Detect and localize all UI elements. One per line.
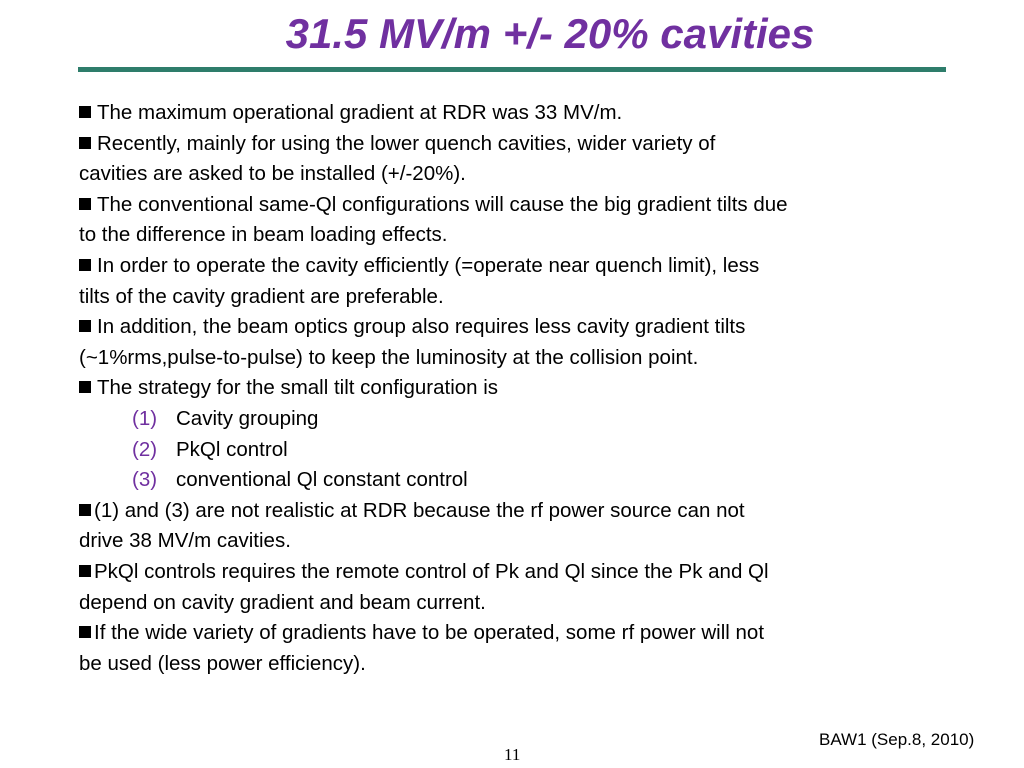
slide-body: [79, 98, 989, 679]
square-bullet-icon: [79, 381, 91, 393]
bullet-item: The strategy for the small tilt configuration is: [79, 373, 989, 404]
note-item: (1) and (3) are not realistic at RDR because the rf power source can not drive 38 MV/m cavities.: [79, 498, 745, 553]
title-divider: [78, 67, 946, 72]
footer-text: BAW1 (Sep.8, 2010): [819, 730, 975, 749]
square-bullet-icon: [79, 565, 91, 577]
bullet-item: The maximum operational gradient at RDR was 33 MV/m.: [79, 98, 989, 129]
square-bullet-icon: [79, 198, 91, 210]
square-bullet-icon: [79, 320, 91, 332]
strategy-item: (2) PkQl control: [132, 437, 288, 461]
bullet-item: In order to operate the cavity efficiently (=operate near quench limit), less tilts of the cavity gradient are preferable.: [79, 253, 760, 308]
note-item: PkQl controls requires the remote control of Pk and Ql since the Pk and Ql depend on cavity gradient and beam current.: [79, 559, 769, 614]
slide-title: 31.5 MV/m +/- 20% cavities: [285, 10, 815, 57]
strategy-item: (3) conventional Ql constant control: [132, 468, 468, 492]
square-bullet-icon: [79, 106, 91, 118]
bullet-item: The conventional same-Ql configurations will cause the big gradient tilts due to the difference in beam loading effects.: [79, 192, 788, 247]
note-item: If the wide variety of gradients have to be operated, some rf power will not be used (less power efficiency).: [79, 621, 765, 675]
square-bullet-icon: [79, 504, 91, 516]
bullet-item: Recently, mainly for using the lower quench cavities, wider variety of cavities are asked to be installed (+/-20%).: [79, 131, 716, 186]
bullet-item: In addition, the beam optics group also requires less cavity gradient tilts (~1%rms,pulse-to-pulse) to keep the luminosity at the collision point.: [79, 315, 746, 369]
square-bullet-icon: [79, 259, 91, 271]
square-bullet-icon: [79, 137, 91, 149]
strategy-item: (1) Cavity grouping: [132, 406, 319, 430]
square-bullet-icon: [79, 626, 91, 638]
page-number: 11: [504, 745, 521, 764]
